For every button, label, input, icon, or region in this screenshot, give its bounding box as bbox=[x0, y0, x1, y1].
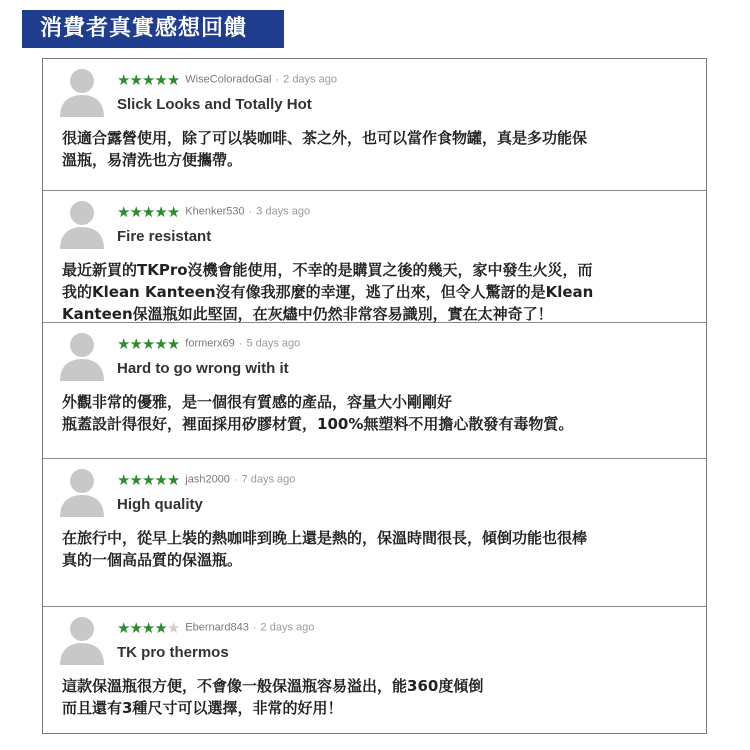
review-meta bbox=[117, 618, 314, 636]
star-filled-icon: ★ bbox=[166, 470, 180, 489]
user-silhouette-icon bbox=[59, 331, 105, 381]
star-filled-icon: ★ bbox=[117, 334, 130, 353]
review-list bbox=[42, 58, 707, 734]
star-filled-icon: ★ bbox=[154, 70, 167, 89]
review-title: Slick Looks and Totally Hot bbox=[117, 96, 312, 113]
meta-separator: · bbox=[252, 621, 257, 634]
review-item bbox=[43, 459, 706, 607]
star-filled-icon: ★ bbox=[129, 618, 142, 637]
star-filled-icon: ★ bbox=[117, 470, 130, 489]
meta-separator: · bbox=[275, 73, 280, 86]
star-filled-icon: ★ bbox=[117, 70, 130, 89]
review-body-line: Kanteen保溫瓶如此堅固，在灰燼中仍然非常容易識別，實在太神奇了！ bbox=[62, 305, 553, 323]
star-rating bbox=[117, 471, 179, 489]
review-body-line: 瓶蓋設計得很好，裡面採用矽膠材質，100%無塑料不用擔心散發有毒物質。 bbox=[62, 415, 574, 433]
reviewer-name[interactable]: WiseColoradoGal bbox=[185, 73, 272, 86]
star-filled-icon: ★ bbox=[154, 202, 167, 221]
review-body bbox=[62, 527, 698, 571]
star-filled-icon: ★ bbox=[141, 70, 155, 89]
review-body-line: 最近新買的TKPro沒機會能使用，不幸的是購買之後的幾天，家中發生火災，而 bbox=[62, 261, 593, 279]
star-rating bbox=[117, 619, 179, 637]
star-filled-icon: ★ bbox=[129, 70, 142, 89]
star-filled-icon: ★ bbox=[141, 334, 155, 353]
star-filled-icon: ★ bbox=[141, 470, 155, 489]
meta-separator: · bbox=[233, 473, 238, 486]
star-filled-icon: ★ bbox=[166, 334, 180, 353]
review-date: 7 days ago bbox=[241, 473, 296, 486]
review-title: High quality bbox=[117, 496, 203, 513]
review-body-line: 這款保溫瓶很方便，不會像一般保溫瓶容易溢出，能360度傾倒 bbox=[62, 677, 484, 695]
section-header bbox=[22, 10, 284, 48]
star-filled-icon: ★ bbox=[166, 70, 180, 89]
user-silhouette-icon bbox=[59, 199, 105, 249]
review-item bbox=[43, 59, 706, 191]
review-meta bbox=[117, 470, 295, 488]
review-item bbox=[43, 607, 706, 735]
review-body-line: 很適合露營使用，除了可以裝咖啡、茶之外，也可以當作食物罐，真是多功能保 bbox=[62, 129, 588, 147]
review-date: 3 days ago bbox=[256, 205, 311, 218]
meta-separator: · bbox=[248, 205, 253, 218]
user-silhouette-icon bbox=[59, 67, 105, 117]
review-body-line: 真的一個高品質的保溫瓶。 bbox=[62, 551, 243, 569]
user-silhouette-icon bbox=[59, 467, 105, 517]
review-meta bbox=[117, 334, 300, 352]
star-filled-icon: ★ bbox=[129, 334, 142, 353]
review-item bbox=[43, 323, 706, 459]
review-date: 5 days ago bbox=[246, 337, 301, 350]
reviewer-name[interactable]: formerx69 bbox=[185, 337, 235, 350]
star-filled-icon: ★ bbox=[129, 470, 142, 489]
star-filled-icon: ★ bbox=[117, 618, 130, 637]
review-body-line: 而且還有3種尺寸可以選擇，非常的好用！ bbox=[62, 699, 343, 717]
review-title: Hard to go wrong with it bbox=[117, 360, 289, 377]
star-filled-icon: ★ bbox=[141, 618, 155, 637]
star-filled-icon: ★ bbox=[129, 202, 142, 221]
review-body-line: 溫瓶，易清洗也方便攜帶。 bbox=[62, 151, 243, 169]
user-silhouette-icon bbox=[59, 615, 105, 665]
review-title: Fire resistant bbox=[117, 228, 212, 245]
review-body bbox=[62, 391, 698, 435]
star-filled-icon: ★ bbox=[154, 470, 167, 489]
review-date: 2 days ago bbox=[283, 73, 337, 86]
star-filled-icon: ★ bbox=[154, 334, 167, 353]
star-filled-icon: ★ bbox=[117, 202, 130, 221]
reviewer-name[interactable]: Khenker530 bbox=[185, 205, 245, 218]
review-date: 2 days ago bbox=[260, 621, 315, 634]
review-meta bbox=[117, 70, 337, 88]
reviewer-name[interactable]: Ebernard843 bbox=[185, 621, 249, 634]
review-body-line: 在旅行中，從早上裝的熱咖啡到晚上還是熱的，保溫時間很長，傾倒功能也很棒 bbox=[62, 529, 588, 547]
star-filled-icon: ★ bbox=[166, 202, 180, 221]
star-empty-icon: ★ bbox=[166, 618, 180, 637]
review-body bbox=[62, 259, 698, 325]
review-meta bbox=[117, 202, 310, 220]
review-body bbox=[62, 675, 698, 719]
review-body-line: 我的Klean Kanteen沒有像我那麼的幸運，逃了出來，但令人驚訝的是Klean bbox=[62, 283, 594, 301]
star-filled-icon: ★ bbox=[154, 618, 167, 637]
reviewer-name[interactable]: jash2000 bbox=[185, 473, 230, 486]
star-filled-icon: ★ bbox=[141, 202, 155, 221]
review-body-line: 外觀非常的優雅，是一個很有質感的產品，容量大小剛剛好 bbox=[62, 393, 453, 411]
review-body bbox=[62, 127, 698, 171]
star-rating bbox=[117, 335, 179, 353]
star-rating bbox=[117, 71, 179, 89]
star-rating bbox=[117, 203, 179, 221]
meta-separator: · bbox=[238, 337, 243, 350]
section-title: 消費者真實感想回饋 bbox=[40, 16, 248, 41]
review-title: TK pro thermos bbox=[117, 644, 229, 661]
review-item bbox=[43, 191, 706, 323]
